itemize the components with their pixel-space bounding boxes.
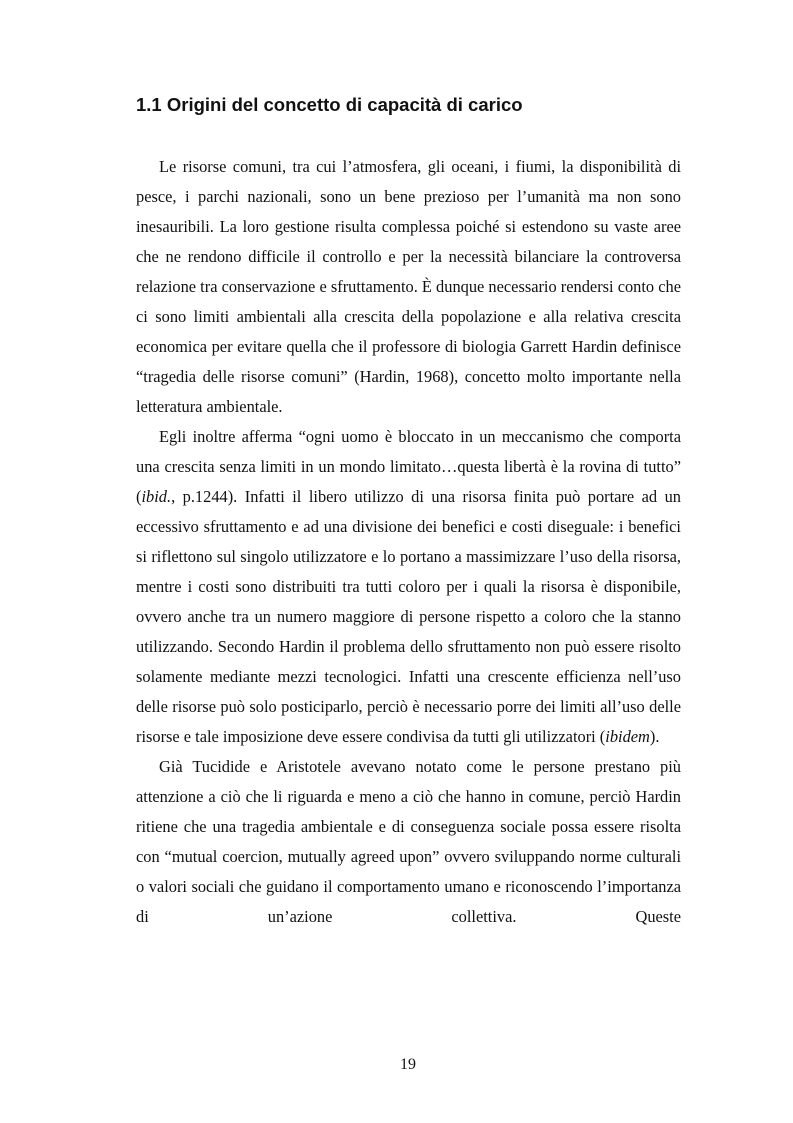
paragraph-1 (136, 152, 681, 422)
body-text (136, 152, 681, 932)
paragraph-text: Già Tucidide e Aristotele avevano notato come le persone prestano più attenzione a ciò che li riguarda e meno a ciò che hanno in comune, perciò Hardin ritiene che una tragedia ambientale e di conseguenza sociale possa essere risolta con “mutual coercion, mutually agreed upon” ovvero sviluppando norme culturali o valori sociali che guidano il comportamento umano e riconoscendo l’importanza di un’azione collettiva. Queste (136, 757, 681, 926)
paragraph-text: ). (649, 727, 660, 746)
citation-ibid: ibid. (141, 487, 172, 506)
citation-ibidem: ibidem (605, 727, 650, 746)
section-heading: 1.1 Origini del concetto di capacità di carico (136, 94, 523, 115)
page-number: 19 (400, 1056, 416, 1073)
paragraph-text: Le risorse comuni, tra cui l’atmosfera, gli oceani, i fiumi, la disponibilità di pesce, i parchi nazionali, sono un bene prezioso per l’umanità ma non sono inesauribili. La loro gestione risulta complessa poiché si estendono su vaste aree che ne rendono difficile il controllo e per la necessità bilanciare la controversa relazione tra conservazione e sfruttamento. È dunque necessario rendersi conto che ci sono limiti ambientali alla crescita della popolazione e alla relativa crescita economica per evitare quella che il professore di biologia Garrett Hardin definisce “tragedia delle risorse comuni” (Hardin, 1968), concetto molto importante nella letteratura ambientale. (136, 157, 681, 416)
paragraph-text: Egli inoltre afferma “ogni uomo è bloccato in un meccanismo che comporta una crescita senza limiti in un mondo limitato…questa libertà è la rovina di tutto” ( (136, 427, 681, 506)
paragraph-2 (136, 422, 681, 752)
paragraph-3 (136, 752, 681, 932)
paragraph-text: , p.1244). Infatti il libero utilizzo di una risorsa finita può portare ad un eccessivo sfruttamento e ad una divisione dei benefici e costi diseguale: i benefici si riflettono sul singolo utilizzatore e lo portano a massimizzare l’uso della risorsa, mentre i costi sono distribuiti tra tutti coloro per i quali la risorsa è disponibile, ovvero anche tra un numero maggiore di persone rispetto a coloro che la stanno utilizzando. Secondo Hardin il problema dello sfruttamento non può essere risolto solamente mediante mezzi tecnologici. Infatti una crescente efficienza nell’uso delle risorse può solo posticiparlo, perciò è necessario porre dei limiti all’uso delle risorse e tale imposizione deve essere condivisa da tutti gli utilizzatori ( (136, 487, 681, 746)
